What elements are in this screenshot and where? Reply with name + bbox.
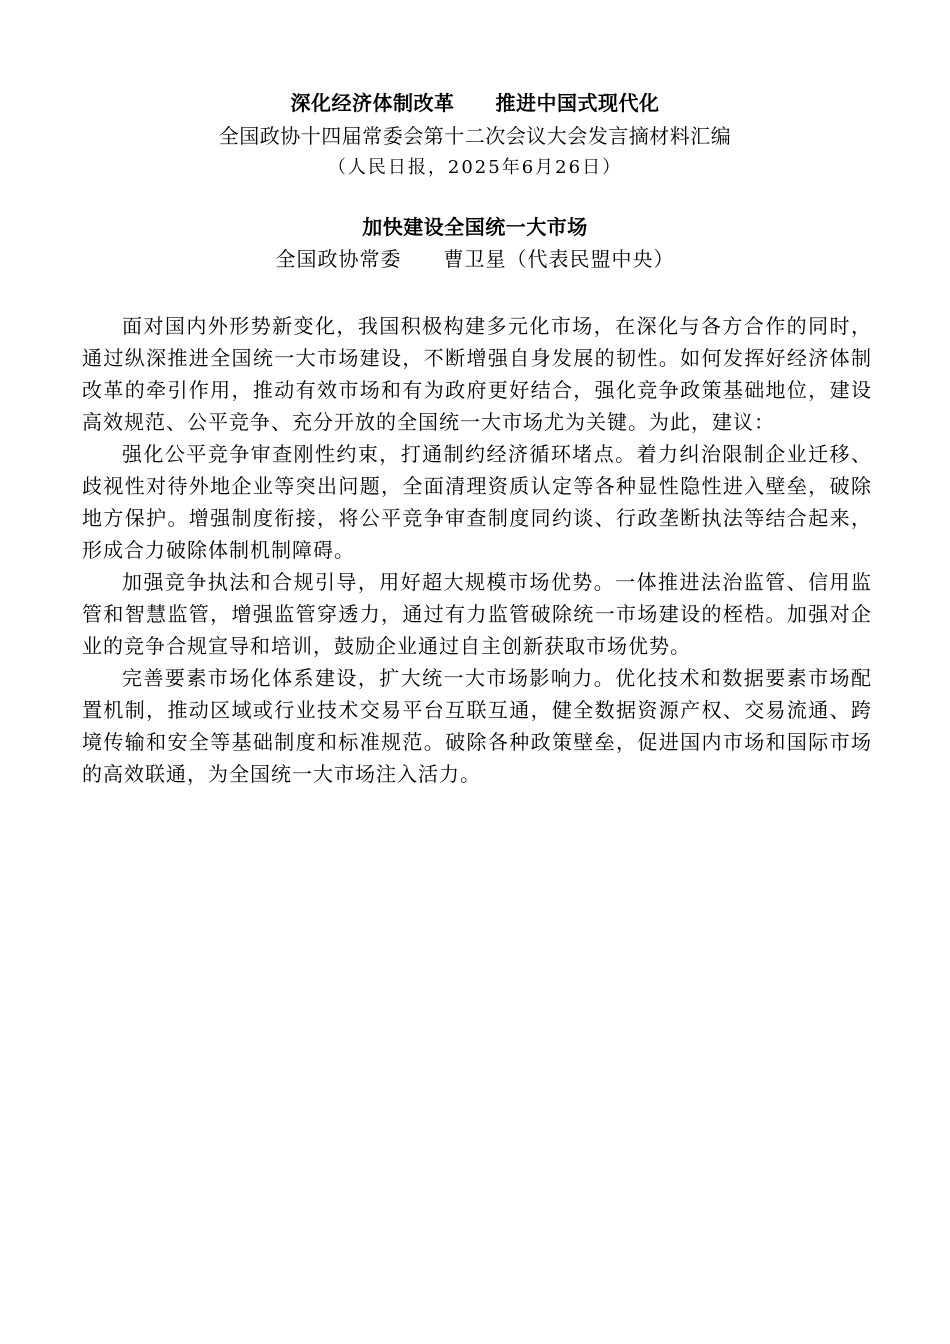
paragraph-fair-competition-review: 强化公平竞争审查刚性约束，打通制约经济循环堵点。着力纠治限制企业迁移、歧视性对待外地企业等突出问题，全面清理资质认定等各种显性隐性进入壁垒，破除地方保护。增强制度衔接，将公平竞争审查制度同约谈、行政垄断执法等结合起来，形成合力破除体制机制障碍。	[82, 442, 872, 562]
paragraph-competition-enforcement: 加强竞争执法和合规引导，用好超大规模市场优势。一体推进法治监管、信用监管和智慧监管，增强监管穿透力，通过有力监管破除统一市场建设的桎梏。加强对企业的竞争合规宣导和培训，鼓励企业通过自主创新获取市场优势。	[82, 570, 872, 658]
document-header	[0, 86, 950, 184]
article-title: 加快建设全国统一大市场	[362, 215, 588, 239]
paragraph-intro: 面对国内外形势新变化，我国积极构建多元化市场，在深化与各方合作的同时，通过纵深推进全国统一大市场建设，不断增强自身发展的韧性。如何发挥好经济体制改革的牵引作用，推动有效市场和有为政府更好结合，强化竞争政策基础地位，建设高效规范、公平竞争、充分开放的全国统一大市场尤为关键。为此，建议：	[82, 314, 872, 434]
author-line: 全国政协常委 曹卫星（代表民盟中央）	[275, 247, 675, 271]
main-title: 深化经济体制改革 推进中国式现代化	[290, 91, 660, 115]
paragraph-factor-market: 完善要素市场化体系建设，扩大统一大市场影响力。优化技术和数据要素市场配置机制，推动区域或行业技术交易平台互联互通，健全数据资源产权、交易流通、跨境传输和安全等基础制度和标准规范。破除各种政策壁垒，促进国内市场和国际市场的高效联通，为全国统一大市场注入活力。	[82, 666, 872, 786]
article-heading	[0, 210, 950, 274]
subtitle: 全国政协十四届常委会第十二次会议大会发言摘材料汇编	[218, 124, 732, 148]
source-line: （人民日报，2025年6月26日）	[327, 157, 623, 178]
article-body	[82, 310, 872, 790]
